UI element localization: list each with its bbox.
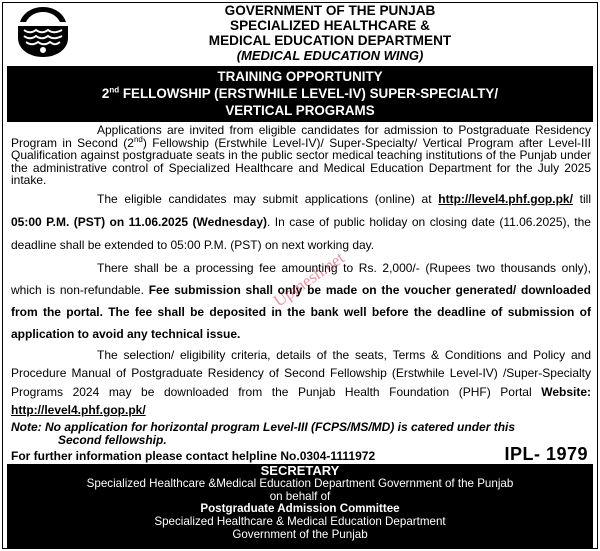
dept-wing: (MEDICAL EDUCATION WING)	[236, 48, 424, 63]
footer-secretary: SECRETARY	[260, 463, 340, 478]
helpline-contact: For further information please contact helpline No.0304-1111972	[11, 449, 376, 463]
note	[11, 421, 591, 446]
website-link[interactable]: http://level4.phf.gop.pk/	[11, 403, 146, 418]
dept-line-1: GOVERNMENT OF THE PUNJAB	[224, 3, 436, 18]
footer-line-2: on behalf of	[269, 489, 331, 503]
paragraph-criteria: The selection/ eligibility criteria, details of the seats, Terms & Conditions and Policy and Procedure Manual of Postgraduate Residency of Second Fellowship (Erstwhile Level-IV) /Super-Specialty Programs 2024 may be downloaded from the Punjab Health Foundation (PHF) Portal Website: http://level4.phf.gop.pk/	[11, 347, 591, 418]
title-line-1: TRAINING OPPORTUNITY	[217, 69, 383, 84]
footer-line-5: Government of the Punjab	[232, 527, 368, 541]
portal-link[interactable]: http://level4.phf.gop.pk/	[438, 191, 573, 206]
paragraph-fee: There shall be a processing fee amounting to Rs. 2,000/- (Rupees two thousands only), which is non-refundable. Fee submission shall only be made on the voucher generated/ downloaded from the portal. The fee shall be deposited in the bank well before the deadline of submission of application to avoid any technical issue.	[11, 260, 591, 341]
paragraph-submission: The eligible candidates may submit applications (online) at http://level4.phf.gop.pk/ till 05:00 P.M. (PST) on 11.06.2025 (Wednesday). In case of public holiday on closing date (11.06.2025), the deadline shall be extended to 05:00 P.M. (PST) on next working day.	[11, 191, 591, 252]
footer-line-4: Specialized Healthcare & Medical Education Department	[154, 515, 446, 529]
footer-banner	[7, 464, 593, 548]
title-line-3: VERTICAL PROGRAMS	[225, 103, 375, 118]
ipl-number: IPL- 1979	[504, 444, 588, 464]
paragraph-intro: Applications are invited from eligible candidates for admission to Postgraduate Residency Program in Second (2nd) Fellowship (Erstwhile Level-IV)/ Super-Specialty/ Vertical Program after Level-III Qualification against postgraduate seats in the public sector medical teaching institutions of the Punjab under the administrative control of Specialized Healthcare and Medical Education Department for the July 2025 intake.	[11, 123, 591, 188]
punjab-government-seal-icon	[12, 4, 74, 60]
note-line-1: Note: No application for horizontal program Level-III (FCPS/MS/MD) is catered under this	[11, 420, 516, 434]
note-line-2: Second fellowship.	[58, 432, 167, 447]
header	[0, 0, 600, 66]
watermark: Upmesh.net	[270, 248, 348, 311]
dept-line-2: SPECIALIZED HEALTHCARE &	[230, 18, 430, 33]
title-line-2: 2nd FELLOWSHIP (ERSTWHILE LEVEL-IV) SUPER-SPECIALTY/	[101, 85, 499, 101]
footer-line-1: Specialized Healthcare &Medical Education Department Government of the Punjab	[86, 476, 514, 490]
title-banner	[7, 66, 593, 122]
footer-line-3: Postgraduate Admission Committee	[200, 502, 400, 516]
dept-line-3: MEDICAL EDUCATION DEPARTMENT	[208, 33, 452, 48]
